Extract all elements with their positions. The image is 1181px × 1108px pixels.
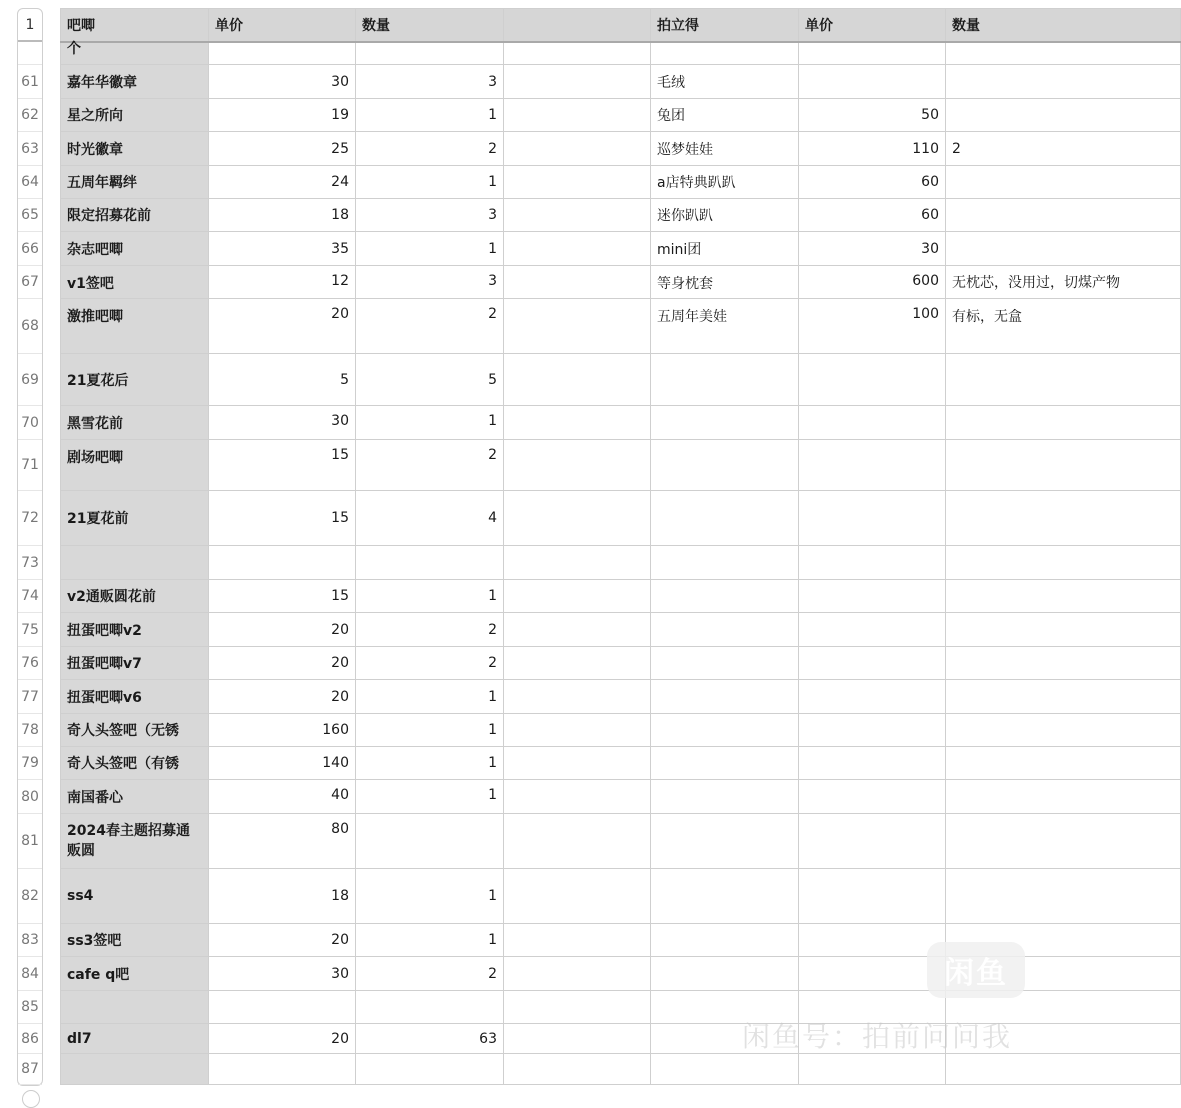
row-number[interactable]: 77 — [18, 680, 42, 714]
table-row — [61, 814, 1181, 869]
cell-d[interactable] — [504, 42, 651, 65]
cell-a[interactable]: 限定招募花前 — [61, 199, 209, 232]
cell-d[interactable] — [504, 166, 651, 199]
cell-f[interactable] — [799, 42, 946, 65]
cell-c[interactable]: 1 — [356, 232, 504, 266]
cell-d[interactable] — [504, 491, 651, 546]
cell-d[interactable] — [504, 869, 651, 924]
scroll-handle-icon[interactable] — [22, 1090, 40, 1108]
header-cell-b[interactable]: 单价 — [209, 9, 356, 42]
cell-c[interactable]: 3 — [356, 65, 504, 99]
cell-a[interactable]: 时光徽章 — [61, 132, 209, 166]
cell-a[interactable]: cafe q吧 — [61, 957, 209, 991]
cell-b[interactable]: 24 — [209, 166, 356, 199]
cell-g[interactable] — [946, 491, 1181, 546]
header-cell-c[interactable]: 数量 — [356, 9, 504, 42]
cell-b[interactable] — [209, 42, 356, 65]
cell-d[interactable] — [504, 354, 651, 406]
row-number[interactable]: 79 — [18, 747, 42, 780]
cell-b[interactable]: 15 — [209, 440, 356, 491]
header-cell-g[interactable]: 数量 — [946, 9, 1181, 42]
cell-g[interactable] — [946, 647, 1181, 680]
cell-f[interactable] — [799, 680, 946, 714]
table-row — [61, 491, 1181, 546]
cell-b[interactable]: 20 — [209, 299, 356, 354]
cell-g[interactable] — [946, 680, 1181, 714]
cell-a[interactable]: 南国番心 — [61, 780, 209, 814]
row-number[interactable]: 87 — [18, 1054, 42, 1085]
cell-a[interactable]: 个 — [61, 42, 209, 65]
cell-c[interactable]: 1 — [356, 166, 504, 199]
cell-a[interactable]: ss3签吧 — [61, 924, 209, 957]
cell-d[interactable] — [504, 647, 651, 680]
cell-a[interactable]: v1签吧 — [61, 266, 209, 299]
row-number[interactable]: 74 — [18, 580, 42, 613]
cell-d[interactable] — [504, 232, 651, 266]
cell-a[interactable]: 扭蛋吧唧v7 — [61, 647, 209, 680]
table-row — [61, 440, 1181, 491]
cell-d[interactable] — [504, 99, 651, 132]
table-row — [61, 714, 1181, 747]
row-number[interactable]: 73 — [18, 546, 42, 580]
cell-g[interactable] — [946, 580, 1181, 613]
row-number[interactable]: 65 — [18, 199, 42, 232]
cell-f[interactable] — [799, 869, 946, 924]
table-row — [61, 65, 1181, 99]
cell-e[interactable] — [651, 440, 799, 491]
cell-b[interactable]: 80 — [209, 814, 356, 869]
cell-g[interactable] — [946, 869, 1181, 924]
cell-e[interactable] — [651, 406, 799, 440]
cell-d[interactable] — [504, 714, 651, 747]
cell-g[interactable] — [946, 546, 1181, 580]
table-row — [61, 166, 1181, 199]
cell-b[interactable]: 19 — [209, 99, 356, 132]
cell-d[interactable] — [504, 65, 651, 99]
cell-g[interactable] — [946, 65, 1181, 99]
row-number[interactable]: 80 — [18, 780, 42, 814]
cell-g[interactable] — [946, 440, 1181, 491]
cell-f[interactable] — [799, 814, 946, 869]
cell-e[interactable] — [651, 647, 799, 680]
cell-e[interactable]: 五周年美娃 — [651, 299, 799, 354]
row-number[interactable]: 86 — [18, 1024, 42, 1054]
table-row — [61, 1054, 1181, 1085]
cell-b[interactable] — [209, 991, 356, 1024]
cell-a[interactable]: 激推吧唧 — [61, 299, 209, 354]
cell-f[interactable]: 110 — [799, 132, 946, 166]
cell-a[interactable]: 星之所向 — [61, 99, 209, 132]
cell-a[interactable]: dl7 — [61, 1024, 209, 1054]
cell-b[interactable] — [209, 546, 356, 580]
cell-f[interactable] — [799, 647, 946, 680]
cell-b[interactable]: 30 — [209, 65, 356, 99]
cell-c[interactable] — [356, 546, 504, 580]
cell-c[interactable] — [356, 42, 504, 65]
cell-c[interactable]: 63 — [356, 1024, 504, 1054]
table-row — [61, 869, 1181, 924]
cell-e[interactable] — [651, 957, 799, 991]
row-number-gutter — [17, 8, 43, 1086]
cell-b[interactable]: 35 — [209, 232, 356, 266]
cell-g[interactable] — [946, 232, 1181, 266]
cell-e[interactable] — [651, 714, 799, 747]
cell-b[interactable]: 18 — [209, 869, 356, 924]
cell-e[interactable] — [651, 613, 799, 647]
row-number[interactable]: 67 — [18, 266, 42, 299]
cell-g[interactable] — [946, 99, 1181, 132]
cell-g[interactable] — [946, 780, 1181, 814]
cell-g[interactable] — [946, 354, 1181, 406]
cell-e[interactable] — [651, 747, 799, 780]
cell-f[interactable] — [799, 65, 946, 99]
cell-f[interactable] — [799, 580, 946, 613]
cell-b[interactable]: 20 — [209, 924, 356, 957]
cell-e[interactable]: 巡梦娃娃 — [651, 132, 799, 166]
cell-e[interactable] — [651, 580, 799, 613]
cell-a[interactable]: 五周年羁绊 — [61, 166, 209, 199]
table-row — [61, 647, 1181, 680]
cell-d[interactable] — [504, 991, 651, 1024]
cell-g[interactable]: 无枕芯，没用过，切煤产物 — [946, 266, 1181, 299]
table-row — [61, 680, 1181, 714]
row-number[interactable]: 81 — [18, 814, 42, 869]
header-cell-a[interactable]: 吧唧 — [61, 9, 209, 42]
cell-f[interactable]: 60 — [799, 199, 946, 232]
cell-g[interactable]: 2 — [946, 132, 1181, 166]
table-row — [61, 199, 1181, 232]
cell-a[interactable]: 扭蛋吧唧v6 — [61, 680, 209, 714]
cell-d[interactable] — [504, 680, 651, 714]
table-row — [61, 546, 1181, 580]
cell-g[interactable] — [946, 613, 1181, 647]
cell-f[interactable] — [799, 714, 946, 747]
header-cell-e[interactable]: 拍立得 — [651, 9, 799, 42]
cell-a[interactable]: 黑雪花前 — [61, 406, 209, 440]
cell-e[interactable] — [651, 491, 799, 546]
table-row — [61, 132, 1181, 166]
row-number[interactable]: 82 — [18, 869, 42, 924]
row-number[interactable]: 75 — [18, 613, 42, 647]
cell-g[interactable] — [946, 747, 1181, 780]
cell-f[interactable] — [799, 780, 946, 814]
cell-b[interactable]: 30 — [209, 406, 356, 440]
cell-c[interactable]: 2 — [356, 132, 504, 166]
row-number[interactable]: 66 — [18, 232, 42, 266]
cell-b[interactable]: 30 — [209, 957, 356, 991]
cell-f[interactable] — [799, 546, 946, 580]
cell-e[interactable] — [651, 1054, 799, 1085]
cell-b[interactable]: 25 — [209, 132, 356, 166]
cell-a[interactable] — [61, 991, 209, 1024]
cell-c[interactable]: 1 — [356, 580, 504, 613]
table-row — [61, 580, 1181, 613]
cell-g[interactable] — [946, 814, 1181, 869]
cell-e[interactable] — [651, 924, 799, 957]
table-row — [61, 99, 1181, 132]
cell-b[interactable]: 40 — [209, 780, 356, 814]
cell-c[interactable]: 1 — [356, 747, 504, 780]
cell-d[interactable] — [504, 1054, 651, 1085]
cell-a[interactable]: 21夏花后 — [61, 354, 209, 406]
cell-g[interactable]: 有标，无盒 — [946, 299, 1181, 354]
cell-g[interactable] — [946, 714, 1181, 747]
cell-f[interactable] — [799, 747, 946, 780]
cell-f[interactable] — [799, 1054, 946, 1085]
table-row — [61, 613, 1181, 647]
cell-c[interactable]: 1 — [356, 780, 504, 814]
cell-c[interactable]: 1 — [356, 714, 504, 747]
cell-c[interactable]: 4 — [356, 491, 504, 546]
cell-b[interactable]: 15 — [209, 491, 356, 546]
cell-c[interactable]: 2 — [356, 613, 504, 647]
cell-b[interactable]: 18 — [209, 199, 356, 232]
cell-a[interactable]: 21夏花前 — [61, 491, 209, 546]
cell-a[interactable]: 嘉年华徽章 — [61, 65, 209, 99]
cell-a[interactable]: v2通贩圆花前 — [61, 580, 209, 613]
cell-e[interactable]: 毛绒 — [651, 65, 799, 99]
cell-a[interactable] — [61, 1054, 209, 1085]
row-number-partial — [18, 42, 42, 65]
table-row — [61, 406, 1181, 440]
cell-d[interactable] — [504, 747, 651, 780]
watermark-text: 闲鱼号：拍前问问我 — [742, 1020, 1013, 1053]
row-number[interactable]: 62 — [18, 99, 42, 132]
row-number[interactable]: 83 — [18, 924, 42, 957]
cell-f[interactable]: 50 — [799, 99, 946, 132]
cell-d[interactable] — [504, 814, 651, 869]
cell-b[interactable] — [209, 1054, 356, 1085]
cell-e[interactable]: mini团 — [651, 232, 799, 266]
row-number[interactable]: 71 — [18, 440, 42, 491]
cell-c[interactable]: 1 — [356, 869, 504, 924]
cell-c[interactable] — [356, 991, 504, 1024]
cell-c[interactable]: 5 — [356, 354, 504, 406]
row-number[interactable]: 72 — [18, 491, 42, 546]
cell-f[interactable]: 30 — [799, 232, 946, 266]
cell-e[interactable] — [651, 42, 799, 65]
cell-e[interactable] — [651, 354, 799, 406]
row-number[interactable]: 68 — [18, 299, 42, 354]
cell-d[interactable] — [504, 1024, 651, 1054]
row-number[interactable]: 78 — [18, 714, 42, 747]
cell-b[interactable]: 12 — [209, 266, 356, 299]
row-number[interactable]: 84 — [18, 957, 42, 991]
cell-e[interactable] — [651, 814, 799, 869]
cell-d[interactable] — [504, 780, 651, 814]
cell-f[interactable]: 600 — [799, 266, 946, 299]
cell-c[interactable]: 1 — [356, 99, 504, 132]
cell-a[interactable] — [61, 546, 209, 580]
table-row — [61, 354, 1181, 406]
cell-d[interactable] — [504, 266, 651, 299]
cell-f[interactable] — [799, 613, 946, 647]
data-grid — [60, 8, 1181, 1085]
header-cell-d[interactable] — [504, 9, 651, 42]
cell-g[interactable] — [946, 199, 1181, 232]
cell-d[interactable] — [504, 132, 651, 166]
row-number[interactable]: 76 — [18, 647, 42, 680]
cell-g[interactable] — [946, 406, 1181, 440]
row-number[interactable]: 70 — [18, 406, 42, 440]
cell-d[interactable] — [504, 613, 651, 647]
row-number[interactable]: 63 — [18, 132, 42, 166]
cell-f[interactable] — [799, 440, 946, 491]
cell-a[interactable]: 奇人头签吧（有锈 — [61, 747, 209, 780]
row-number[interactable]: 85 — [18, 991, 42, 1024]
cell-c[interactable] — [356, 1054, 504, 1085]
cell-d[interactable] — [504, 924, 651, 957]
row-number[interactable]: 69 — [18, 354, 42, 406]
cell-d[interactable] — [504, 957, 651, 991]
cell-b[interactable]: 20 — [209, 680, 356, 714]
cell-d[interactable] — [504, 580, 651, 613]
cell-a[interactable]: 2024春主题招募通贩圆 — [61, 814, 209, 869]
cell-e[interactable]: a店特典趴趴 — [651, 166, 799, 199]
cell-f[interactable] — [799, 957, 946, 991]
cell-a[interactable]: ss4 — [61, 869, 209, 924]
cell-b[interactable]: 15 — [209, 580, 356, 613]
row-number-header[interactable]: 1 — [18, 9, 42, 42]
cell-g[interactable] — [946, 166, 1181, 199]
cell-b[interactable]: 140 — [209, 747, 356, 780]
cell-b[interactable]: 5 — [209, 354, 356, 406]
cell-f[interactable]: 100 — [799, 299, 946, 354]
header-cell-f[interactable]: 单价 — [799, 9, 946, 42]
cell-b[interactable]: 20 — [209, 647, 356, 680]
table-row — [61, 1024, 1181, 1054]
cell-c[interactable]: 1 — [356, 406, 504, 440]
row-number[interactable]: 64 — [18, 166, 42, 199]
cell-g[interactable] — [946, 1054, 1181, 1085]
cell-c[interactable]: 2 — [356, 440, 504, 491]
cell-a[interactable]: 扭蛋吧唧v2 — [61, 613, 209, 647]
cell-d[interactable] — [504, 440, 651, 491]
row-number[interactable]: 61 — [18, 65, 42, 99]
cell-c[interactable] — [356, 814, 504, 869]
cell-d[interactable] — [504, 406, 651, 440]
cell-f[interactable] — [799, 406, 946, 440]
cell-f[interactable]: 60 — [799, 166, 946, 199]
cell-f[interactable] — [799, 354, 946, 406]
table-row — [61, 266, 1181, 299]
cell-c[interactable]: 1 — [356, 680, 504, 714]
cell-b[interactable]: 160 — [209, 714, 356, 747]
cell-a[interactable]: 奇人头签吧（无锈 — [61, 714, 209, 747]
cell-d[interactable] — [504, 299, 651, 354]
cell-e[interactable]: 兔团 — [651, 99, 799, 132]
cell-c[interactable]: 2 — [356, 299, 504, 354]
cell-b[interactable]: 20 — [209, 1024, 356, 1054]
partial-row — [61, 42, 1181, 65]
cell-e[interactable] — [651, 680, 799, 714]
cell-b[interactable]: 20 — [209, 613, 356, 647]
table-row — [61, 299, 1181, 354]
cell-c[interactable]: 2 — [356, 957, 504, 991]
cell-g[interactable] — [946, 42, 1181, 65]
cell-c[interactable]: 3 — [356, 199, 504, 232]
cell-c[interactable]: 3 — [356, 266, 504, 299]
table-row — [61, 747, 1181, 780]
cell-d[interactable] — [504, 199, 651, 232]
cell-f[interactable] — [799, 491, 946, 546]
cell-e[interactable] — [651, 869, 799, 924]
table-row — [61, 232, 1181, 266]
cell-f[interactable] — [799, 924, 946, 957]
watermark-logo: 闲鱼 — [927, 942, 1025, 998]
header-row — [61, 9, 1181, 42]
cell-e[interactable] — [651, 780, 799, 814]
cell-c[interactable]: 2 — [356, 647, 504, 680]
cell-d[interactable] — [504, 546, 651, 580]
cell-a[interactable]: 杂志吧唧 — [61, 232, 209, 266]
cell-e[interactable]: 迷你趴趴 — [651, 199, 799, 232]
cell-a[interactable]: 剧场吧唧 — [61, 440, 209, 491]
cell-e[interactable] — [651, 546, 799, 580]
cell-e[interactable]: 等身枕套 — [651, 266, 799, 299]
table-row — [61, 780, 1181, 814]
cell-c[interactable]: 1 — [356, 924, 504, 957]
